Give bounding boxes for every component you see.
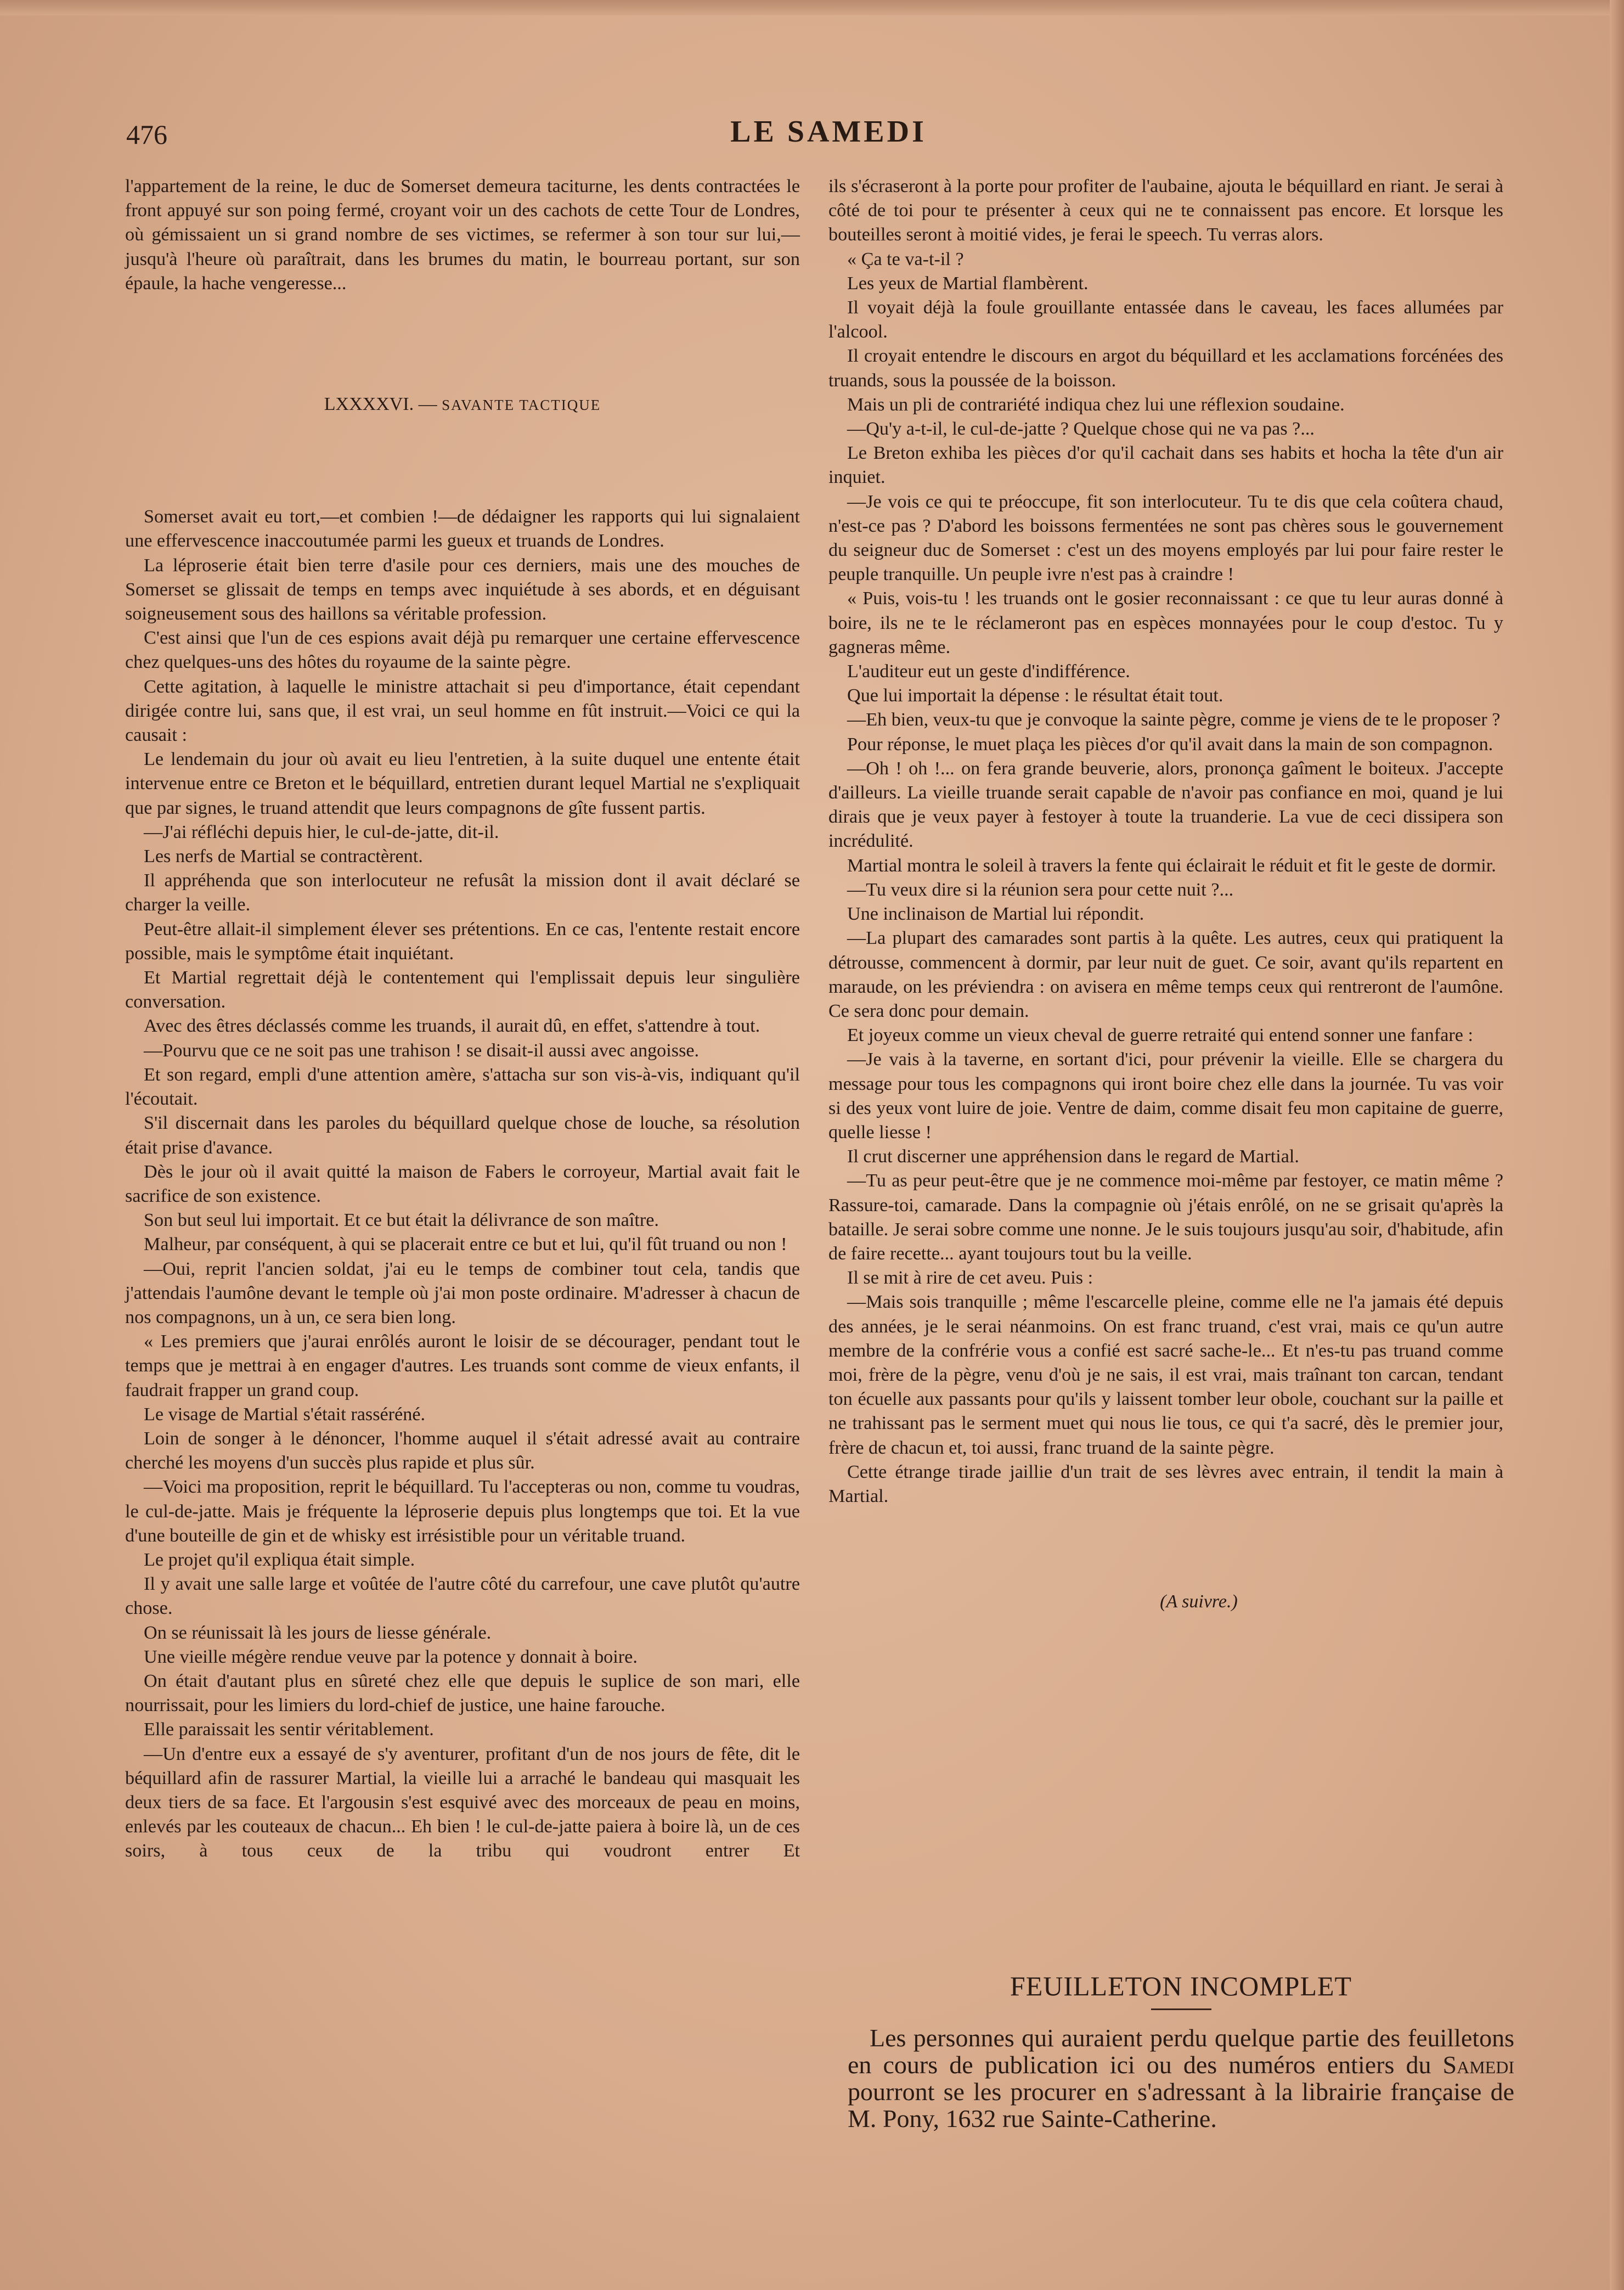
paragraph: Et son regard, empli d'une attention amère, s'attacha sur son vis-à-vis, indiquant qu'il l'écoutait.	[125, 1064, 800, 1110]
paragraph: —Pourvu que ce ne soit pas une trahison ! se disait-il aussi avec angoisse.	[144, 1040, 700, 1061]
paragraph: Et joyeux comme un vieux cheval de guerre retraité qui entend sonner une fanfare :	[847, 1025, 1474, 1046]
paragraph: Il se mit à rire de cet aveu. Puis :	[847, 1268, 1093, 1289]
paragraph: Il y avait une salle large et voûtée de l'autre côté du carrefour, une cave plutôt qu'autre chose.	[125, 1574, 800, 1619]
paragraph: —Voici ma proposition, reprit le béquillard. Tu l'accepteras ou non, comme tu voudras, le cul-de-jatte. Mais je fréquente la léproserie depuis plus longtemps que toi. Et la vue d'une bouteille de gin et de whisky est irrésistible pour un véritable truand.	[125, 1477, 800, 1546]
paragraph: —Mais sois tranquille ; même l'escarcelle pleine, comme elle ne l'a jamais été depuis des années, je le serai néanmoins. On est franc truand, c'est vrai, mais ce qu'un autre membre de la confrérie vous a confié est sacré sache-le... Et n'es-tu pas truand comme moi, frère de la pègre, venu d'où je ne sais, il est vrai, mais traînant ton carcan, tendant ton écuelle aux passants pour qu'ils y laissent tomber leur obole, couchant sur la paille et ne trahissant pas le serment muet qui nous lie tous, ce qui t'a sacré, dès le premier jour, frère de chacun et, toi aussi, franc truand de la sainte pègre.	[828, 1292, 1503, 1458]
paragraph: Elle paraissait les sentir véritablement.	[144, 1719, 434, 1740]
section-number: LXXXXVI. —	[324, 394, 437, 415]
paragraph: Une inclinaison de Martial lui répondit.	[847, 904, 1144, 925]
paragraph: Le lendemain du jour où avait eu lieu l'entretien, à la suite duquel une entente était intervenue entre ce Breton et le béquillard, entretien durant lequel Martial ne s'expliquait que par signes, le truand attendit que leurs compagnons de gîte fussent partis.	[125, 749, 800, 818]
paragraph: Dès le jour où il avait quitté la maison de Fabers le corroyeur, Martial avait fait le sacrifice de son existence.	[125, 1161, 800, 1206]
paragraph: Avec des êtres déclassés comme les truands, il aurait dû, en effet, s'attendre à tout.	[144, 1016, 760, 1037]
notice-rule	[1151, 2008, 1211, 2010]
paragraph: ils s'écraseront à la porte pour profiter de l'aubaine, ajouta le béquillard en riant. Je serai à côté de toi pour te présenter à ceux qui ne te connaissent pas encore. Et lorsque les bouteilles seront à moitié vides, je ferai le speech. Tu verras alors.	[828, 176, 1503, 245]
notice-body-end: pourront se les procurer en s'adressant à la librairie française de M. Pony, 1632 rue Sainte-Catherine.	[848, 2078, 1514, 2133]
left-column	[125, 175, 800, 1864]
paragraph: Martial montra le soleil à travers la fente qui éclairait le réduit et fit le geste de dormir.	[847, 855, 1496, 876]
paragraph: « Ça te va-t-il ?	[847, 249, 964, 269]
notice-body	[848, 2024, 1514, 2132]
paragraph: Loin de songer à le dénoncer, l'homme auquel il s'était adressé avait au contraire cherché les moyens d'un succès plus rapide et plus sûr.	[125, 1428, 800, 1473]
paragraph: « Puis, vois-tu ! les truands ont le gosier reconnaissant : ce que tu leur auras donné à boire, ils ne te le réclameront pas en espèces monnayées pour le coup d'estoc. Tu y gagneras même.	[828, 588, 1503, 657]
paragraph: On était d'autant plus en sûreté chez elle que depuis le suplice de son mari, elle nourrissait, pour les limiers du lord-chief de justice, une haine farouche.	[125, 1670, 800, 1716]
paragraph: S'il discernait dans les paroles du béquillard quelque chose de louche, sa résolution était prise d'avance.	[125, 1113, 800, 1158]
paragraph: « Les premiers que j'aurai enrôlés auront le loisir de se décourager, pendant tout le temps que je mettrai à en engager d'autres. Les truands sont comme de vieux enfants, il faudrait frapper un grand coup.	[125, 1331, 800, 1400]
paragraph: Mais un pli de contrariété indiqua chez lui une réflexion soudaine.	[847, 394, 1345, 415]
paragraph: Il crut discerner une appréhension dans le regard de Martial.	[847, 1146, 1299, 1167]
paragraph: Cette étrange tirade jaillie d'un trait de ses lèvres avec entrain, il tendit la main à Martial.	[828, 1461, 1503, 1506]
paragraph: Le projet qu'il expliqua était simple.	[144, 1549, 415, 1570]
notice-box	[848, 1970, 1514, 2132]
paragraph: Le visage de Martial s'était rasséréné.	[144, 1404, 426, 1425]
paragraph: —Tu as peur peut-être que je ne commence moi-même par festoyer, ce matin même ? Rassure-toi, camarade. Dans la compagnie où j'étais enrôlé, on ne se grisait qu'après la bataille. Je serai sobre comme une nonne. Je le suis toujours jusqu'au soir, d'habitude, afin de faire recette... ayant toujours tout bu la veille.	[828, 1171, 1504, 1264]
section-title: SAVANTE TACTIQUE	[442, 397, 601, 414]
paragraph: —Un d'entre eux a essayé de s'y aventurer, profitant d'un de nos jours de fête, dit le béquillard afin de rassurer Martial, la vieille lui a arraché le bandeau qui masquait les deux tiers de sa face. Et l'argousin s'est esquivé avec des morceaux de peau en moins, enlevés par les couteaux de chacun... Eh bien ! le cul-de-jatte paiera à boire là, un de ces soirs, à tous ceux de la tribu qui voudront entrer Et	[125, 1743, 800, 1861]
paragraph: —Je vais à la taverne, en sortant d'ici, pour prévenir la vieille. Elle se chargera du message pour tous les compagnons qui iront boire chez elle dans la journée. Tu vas voir si des yeux vont luire de joie. Ventre de daim, comme disait feu mon capitaine de guerre, quelle liesse !	[828, 1049, 1503, 1143]
notice-body-start: Les personnes qui auraient perdu quelque partie des feuilletons en cours de publication ici ou des numéros entiers du	[848, 2024, 1514, 2079]
paragraph: Les yeux de Martial flambèrent.	[847, 273, 1089, 294]
paragraph: On se réunissait là les jours de liesse générale.	[144, 1622, 492, 1643]
paragraph: Il appréhenda que son interlocuteur ne refusât la mission dont il avait déclaré se charger la veille.	[125, 870, 800, 915]
paragraph: Les nerfs de Martial se contractèrent.	[144, 846, 423, 867]
paragraph: —J'ai réfléchi depuis hier, le cul-de-jatte, dit-il.	[144, 822, 499, 842]
paragraph: l'appartement de la reine, le duc de Somerset demeura taciturne, les dents contractées le front appuyé sur son poing fermé, croyant voir un des cachots de cette Tour de Londres, où gémissaient un si grand nombre de ses victimes, se refermer à son tour sur lui,—jusqu'à l'heure où paraîtrait, dans les brumes du matin, le bourreau portant, sur son épaule, la hache vengeresse...	[125, 176, 800, 294]
paragraph: Le Breton exhiba les pièces d'or qu'il cachait dans ses habits et hocha la tête d'un air inquiet.	[828, 443, 1503, 488]
paragraph: Pour réponse, le muet plaça les pièces d'or qu'il avait dans la main de son compagnon.	[847, 734, 1493, 755]
paragraph: —Je vois ce qui te préoccupe, fit son interlocuteur. Tu te dis que cela coûtera chaud, n'est-ce pas ? D'abord les boissons fermentées ne sont pas chères sous le gouvernement du seigneur duc de Somerset : c'est un des moyens employés par lui pour faire rester le peuple tranquille. Un peuple ivre n'est pas à craindre !	[828, 491, 1503, 585]
paragraph: Somerset avait eu tort,—et combien !—de dédaigner les rapports qui lui signalaient une effervescence inaccoutumée parmi les gueux et truands de Londres.	[125, 507, 800, 552]
paragraph: Que lui importait la dépense : le résultat était tout.	[847, 685, 1223, 706]
paragraph: Peut-être allait-il simplement élever ses prétentions. En ce cas, l'entente restait encore possible, mais le symptôme était inquiétant.	[125, 919, 800, 964]
paragraph: L'auditeur eut un geste d'indifférence.	[847, 661, 1130, 682]
page-edge	[0, 0, 1624, 15]
paragraph: —Eh bien, veux-tu que je convoque la sainte pègre, comme je viens de te le proposer ?	[847, 710, 1501, 730]
page-number: 476	[126, 119, 167, 150]
paragraph: Son but seul lui importait. Et ce but était la délivrance de son maître.	[144, 1210, 659, 1231]
paragraph: C'est ainsi que l'un de ces espions avait déjà pu remarquer une certaine effervescence chez quelques-uns des hôtes du royaume de la sainte pègre.	[125, 628, 800, 673]
paragraph: Et Martial regrettait déjà le contentement qui l'emplissait depuis leur singulière conversation.	[125, 967, 800, 1012]
paragraph: Cette agitation, à laquelle le ministre attachait si peu d'importance, était cependant dirigée contre lui, sans que, il est vrai, un seul homme en fût instruit.—Voici ce qui la causait :	[125, 676, 800, 746]
paragraph: Une vieille mégère rendue veuve par la potence y donnait à boire.	[144, 1646, 638, 1667]
paragraph: La léproserie était bien terre d'asile pour ces derniers, mais une des mouches de Somerset se glissait de temps en temps avec inquiétude à ses abords, et en déguisant soigneusement sous des haillons sa véritable profession.	[125, 555, 800, 624]
running-head-title: LE SAMEDI	[730, 115, 927, 149]
paragraph: Il voyait déjà la foule grouillante entassée dans le caveau, les faces allumées par l'alcool.	[828, 297, 1503, 342]
paragraph: Il croyait entendre le discours en argot du béquillard et les acclamations forcénées des truands, sous la poussée de la boisson.	[828, 346, 1503, 391]
section-heading	[125, 392, 800, 417]
paragraph: —La plupart des camarades sont partis à la quête. Les autres, ceux qui pratiquent la détrousse, commencent à dormir, par leur nuit de guet. Ce soir, avant qu'ils repartent en maraude, on les préviendra : on avisera en même temps ceux qui rentreront de l'aumône. Ce sera donc pour demain.	[828, 928, 1503, 1021]
paragraph: —Qu'y a-t-il, le cul-de-jatte ? Quelque chose qui ne va pas ?...	[847, 419, 1315, 440]
paragraph: Malheur, par conséquent, à qui se placerait entre ce but et lui, qu'il fût truand ou non !	[144, 1234, 787, 1255]
page-header	[126, 114, 1531, 153]
notice-title: FEUILLETON INCOMPLET	[1010, 1971, 1352, 2001]
page-edge-right	[1610, 0, 1624, 2290]
right-column	[828, 175, 1503, 1614]
paragraph: —Tu veux dire si la réunion sera pour cette nuit ?...	[847, 879, 1234, 900]
paragraph: —Oui, reprit l'ancien soldat, j'ai eu le temps de combiner tout cela, tandis que j'attendais l'aumône devant le temple où j'ai mon poste ordinaire. M'adresser à chacun de nos compagnons, un à un, ce sera bien long.	[125, 1258, 800, 1327]
paragraph: —Oh ! oh !... on fera grande beuverie, alors, prononça gaîment le boiteux. J'accepte d'ailleurs. La vieille truande serait capable de n'avoir pas confiance en moi, quand je lui dirais que je veux payer à festoyer à toute la truanderie. La vue de ceci dissipera son incrédulité.	[828, 758, 1503, 852]
to-be-continued: (A suivre.)	[1160, 1591, 1238, 1612]
notice-publication: Samedi	[1442, 2051, 1514, 2079]
